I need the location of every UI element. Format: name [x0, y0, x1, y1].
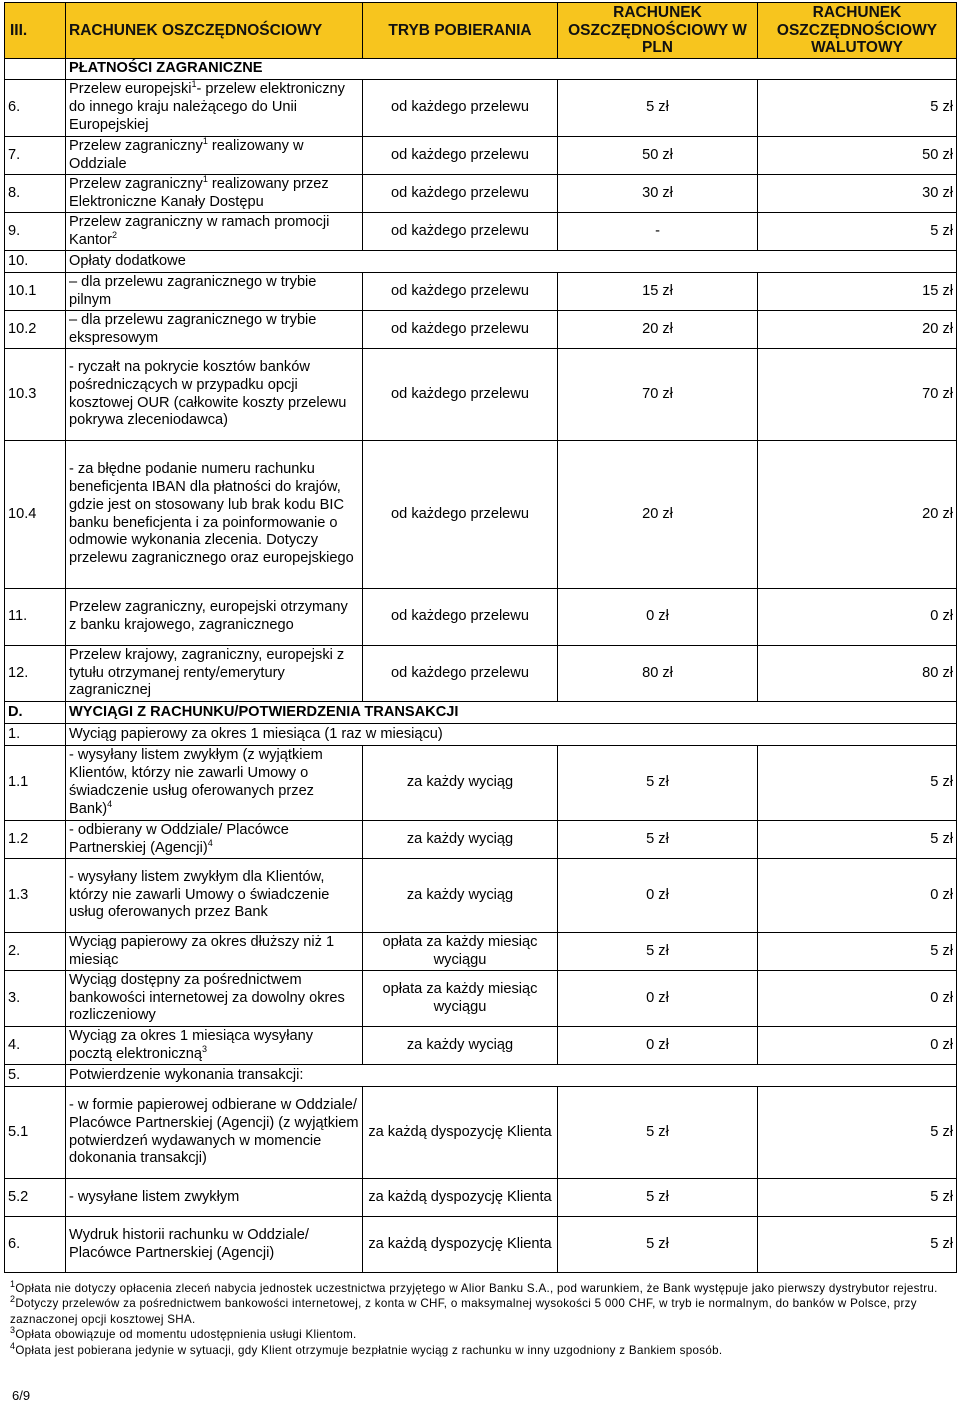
section-d-heading-row [5, 702, 957, 724]
table-row [5, 746, 957, 821]
row-description: Przelew zagraniczny, europejski otrzymany z banku krajowego, zagranicznego [66, 589, 363, 646]
row-number: 3. [5, 971, 66, 1027]
table-row [5, 175, 957, 213]
row-fee-walutowy: 50 zł [758, 137, 957, 175]
table-row [5, 859, 957, 933]
row-number: 4. [5, 1027, 66, 1065]
column-header-mode: TRYB POBIERANIA [363, 3, 558, 59]
row-fee-walutowy: 0 zł [758, 1027, 957, 1065]
row-description: Wydruk historii rachunku w Oddziale/ Placówce Partnerskiej (Agencji) [66, 1217, 363, 1273]
row-description: – dla przelewu zagranicznego w trybie ekspresowym [66, 311, 363, 349]
row-fee-walutowy: 20 zł [758, 311, 957, 349]
row-number: 10.4 [5, 441, 66, 589]
row-fee-pln: 20 zł [558, 441, 758, 589]
row-fee-pln: 0 zł [558, 971, 758, 1027]
row-description: Przelew zagraniczny w ramach promocji Kantor$^2$ [66, 213, 363, 251]
table-row [5, 971, 957, 1027]
subsection-heading: PŁATNOŚCI ZAGRANICZNE [66, 59, 957, 80]
row-description: - za błędne podanie numeru rachunku beneficjenta IBAN dla płatności do krajów, gdzie jest on stosowany lub brak kodu BIC banku beneficjenta i za poinformowanie o odmowie wykonania zlecenia. Dotyczy przelewu zagranicznego oraz europejskiego [66, 441, 363, 589]
row-fee-walutowy: 15 zł [758, 273, 957, 311]
row-charge-mode: od każdego przelewu [363, 589, 558, 646]
row-description: Wyciąg za okres 1 miesiąca wysyłany pocztą elektroniczną$^3$ [66, 1027, 363, 1065]
row-charge-mode: od każdego przelewu [363, 349, 558, 441]
row-fee-walutowy: 0 zł [758, 971, 957, 1027]
row-fee-walutowy: 20 zł [758, 441, 957, 589]
row-fee-pln: 5 zł [558, 746, 758, 821]
section-d-number: D. [5, 702, 66, 724]
table-row [5, 441, 957, 589]
row-number: 7. [5, 137, 66, 175]
table-row [5, 273, 957, 311]
row-number: 1.2 [5, 821, 66, 859]
footnote: $^1$Opłata nie dotyczy opłacenia zleceń nabycia jednostek uczestnictwa przyjętego w Alior Banku S.A., pod warunkiem, że Bank występuje jako pierwszy dystrybutor rejestru. [10, 1279, 938, 1295]
row-description: Wyciąg papierowy za okres 1 miesiąca (1 raz w miesiącu) [66, 724, 957, 746]
row-description: - wysyłany listem zwykłym dla Klientów, którzy nie zawarli Umowy o świadczenie usług oferowanych przez Bank [66, 859, 363, 933]
table-row [5, 724, 957, 746]
row-fee-pln: 70 zł [558, 349, 758, 441]
row-charge-mode: opłata za każdy miesiąc wyciągu [363, 933, 558, 971]
row-number: 11. [5, 589, 66, 646]
row-fee-pln: 5 zł [558, 80, 758, 137]
row-description: Przelew krajowy, zagraniczny, europejski z tytułu otrzymanej renty/emerytury zagranicznej [66, 646, 363, 702]
section-title: RACHUNEK OSZCZĘDNOŚCIOWY [66, 3, 363, 59]
row-number: 8. [5, 175, 66, 213]
row-fee-walutowy: 0 zł [758, 589, 957, 646]
table-row [5, 1065, 957, 1087]
table-row [5, 1027, 957, 1065]
row-fee-pln: 50 zł [558, 137, 758, 175]
row-description: - w formie papierowej odbierane w Oddziale/ Placówce Partnerskiej (Agencji) (z wyjątkiem potwierdzeń wydawanych w momencie dokonania transakcji) [66, 1087, 363, 1179]
row-fee-pln: 15 zł [558, 273, 758, 311]
table-row [5, 821, 957, 859]
row-fee-pln: 0 zł [558, 589, 758, 646]
row-description: - odbierany w Oddziale/ Placówce Partnerskiej (Agencji)$^4$ [66, 821, 363, 859]
row-number: 10. [5, 251, 66, 273]
row-fee-pln: 5 zł [558, 1217, 758, 1273]
footnotes [10, 1281, 950, 1358]
row-description: – dla przelewu zagranicznego w trybie pilnym [66, 273, 363, 311]
column-header-pln: RACHUNEK OSZCZĘDNOŚCIOWY W PLN [558, 3, 758, 59]
row-charge-mode: od każdego przelewu [363, 311, 558, 349]
row-number: 2. [5, 933, 66, 971]
row-number: 10.1 [5, 273, 66, 311]
subsection-heading-row [5, 59, 957, 80]
row-fee-walutowy: 5 zł [758, 80, 957, 137]
row-fee-pln: 0 zł [558, 1027, 758, 1065]
row-number: 5.2 [5, 1179, 66, 1217]
table-row [5, 80, 957, 137]
row-fee-pln: 5 zł [558, 1087, 758, 1179]
row-description: Opłaty dodatkowe [66, 251, 957, 273]
footnote: $^4$Opłata jest pobierana jedynie w sytuacji, gdy Klient otrzymuje bezpłatnie wyciąg z rachunku w inny uzgodniony z Bankiem sposób. [10, 1340, 723, 1357]
row-fee-pln: 5 zł [558, 1179, 758, 1217]
row-charge-mode: za każdą dyspozycję Klienta [363, 1179, 558, 1217]
row-number: 9. [5, 213, 66, 251]
table-row [5, 349, 957, 441]
row-fee-walutowy: 5 zł [758, 1179, 957, 1217]
row-charge-mode: za każdą dyspozycję Klienta [363, 1087, 558, 1179]
row-number: 6. [5, 1217, 66, 1273]
row-number: 5.1 [5, 1087, 66, 1179]
row-fee-walutowy: 80 zł [758, 646, 957, 702]
row-description: Potwierdzenie wykonania transakcji: [66, 1065, 957, 1087]
table-row [5, 646, 957, 702]
footnote: $^3$Opłata obowiązuje od momentu udostępnienia usługi Klientom. [10, 1325, 357, 1342]
page-number: 6/9 [12, 1388, 31, 1403]
table-row [5, 1217, 957, 1273]
row-fee-pln: - [558, 213, 758, 251]
row-fee-pln: 20 zł [558, 311, 758, 349]
row-charge-mode: od każdego przelewu [363, 80, 558, 137]
row-description: Wyciąg papierowy za okres dłuższy niż 1 miesiąc [66, 933, 363, 971]
row-number: 1. [5, 724, 66, 746]
row-charge-mode: od każdego przelewu [363, 646, 558, 702]
row-fee-pln: 30 zł [558, 175, 758, 213]
row-fee-walutowy: 5 zł [758, 821, 957, 859]
row-fee-pln: 0 zł [558, 859, 758, 933]
row-description: Przelew europejski$^1$- przelew elektroniczny do innego kraju należącego do Unii Europejskiej [66, 80, 363, 137]
row-fee-walutowy: 5 zł [758, 1087, 957, 1179]
row-fee-walutowy: 70 zł [758, 349, 957, 441]
row-fee-walutowy: 5 zł [758, 213, 957, 251]
row-charge-mode: od każdego przelewu [363, 137, 558, 175]
row-number: 1.1 [5, 746, 66, 821]
row-charge-mode: za każdy wyciąg [363, 746, 558, 821]
row-number: 1.3 [5, 859, 66, 933]
row-number: 10.2 [5, 311, 66, 349]
row-charge-mode: opłata za każdy miesiąc wyciągu [363, 971, 558, 1027]
row-fee-walutowy: 5 zł [758, 746, 957, 821]
row-fee-walutowy: 0 zł [758, 859, 957, 933]
row-description: Przelew zagraniczny$^1$ realizowany w Oddziale [66, 137, 363, 175]
row-number: 5. [5, 1065, 66, 1087]
row-number: 10.3 [5, 349, 66, 441]
table-row [5, 213, 957, 251]
row-fee-walutowy: 5 zł [758, 933, 957, 971]
section-number: III. [5, 3, 66, 59]
section-d-title: WYCIĄGI Z RACHUNKU/POTWIERDZENIA TRANSAKCJI [66, 702, 957, 724]
row-fee-walutowy: 30 zł [758, 175, 957, 213]
row-charge-mode: za każdą dyspozycję Klienta [363, 1217, 558, 1273]
row-description: - wysyłane listem zwykłym [66, 1179, 363, 1217]
row-fee-pln: 5 zł [558, 933, 758, 971]
row-fee-pln: 80 zł [558, 646, 758, 702]
row-fee-walutowy: 5 zł [758, 1217, 957, 1273]
column-header-walutowy: RACHUNEK OSZCZĘDNOŚCIOWY WALUTOWY [758, 3, 957, 59]
row-charge-mode: za każdy wyciąg [363, 1027, 558, 1065]
row-charge-mode: od każdego przelewu [363, 273, 558, 311]
row-number: 12. [5, 646, 66, 702]
footnote: $^2$Dotyczy przelewów za pośrednictwem bankowości internetowej, z konta w CHF, o maksymalnej wysokości 5 000 CHF, w tryb ie normalnym, do banków w Polsce, przy zaznaczonej opcji kosztowej SHA. [10, 1294, 917, 1326]
table-row [5, 311, 957, 349]
table-row [5, 251, 957, 273]
row-description: - ryczałt na pokrycie kosztów banków pośredniczących w przypadku opcji kosztowej OUR (całkowite koszty przelewu pokrywa zleceniodawca) [66, 349, 363, 441]
row-charge-mode: od każdego przelewu [363, 441, 558, 589]
row-charge-mode: za każdy wyciąg [363, 821, 558, 859]
table-row [5, 933, 957, 971]
table-row [5, 1179, 957, 1217]
row-charge-mode: za każdy wyciąg [363, 859, 558, 933]
row-description: Przelew zagraniczny$^1$ realizowany przez Elektroniczne Kanały Dostępu [66, 175, 363, 213]
table-row [5, 137, 957, 175]
row-fee-pln: 5 zł [558, 821, 758, 859]
row-description: Wyciąg dostępny za pośrednictwem bankowości internetowej za dowolny okres rozliczeniowy [66, 971, 363, 1027]
row-description: - wysyłany listem zwykłym (z wyjątkiem Klientów, którzy nie zawarli Umowy o świadczenie usług oferowanych przez Bank)$^4$ [66, 746, 363, 821]
row-charge-mode: od każdego przelewu [363, 213, 558, 251]
fee-table [4, 2, 957, 1273]
row-number: 6. [5, 80, 66, 137]
table-row [5, 589, 957, 646]
table-row [5, 1087, 957, 1179]
row-charge-mode: od każdego przelewu [363, 175, 558, 213]
table-header-row [5, 3, 957, 59]
